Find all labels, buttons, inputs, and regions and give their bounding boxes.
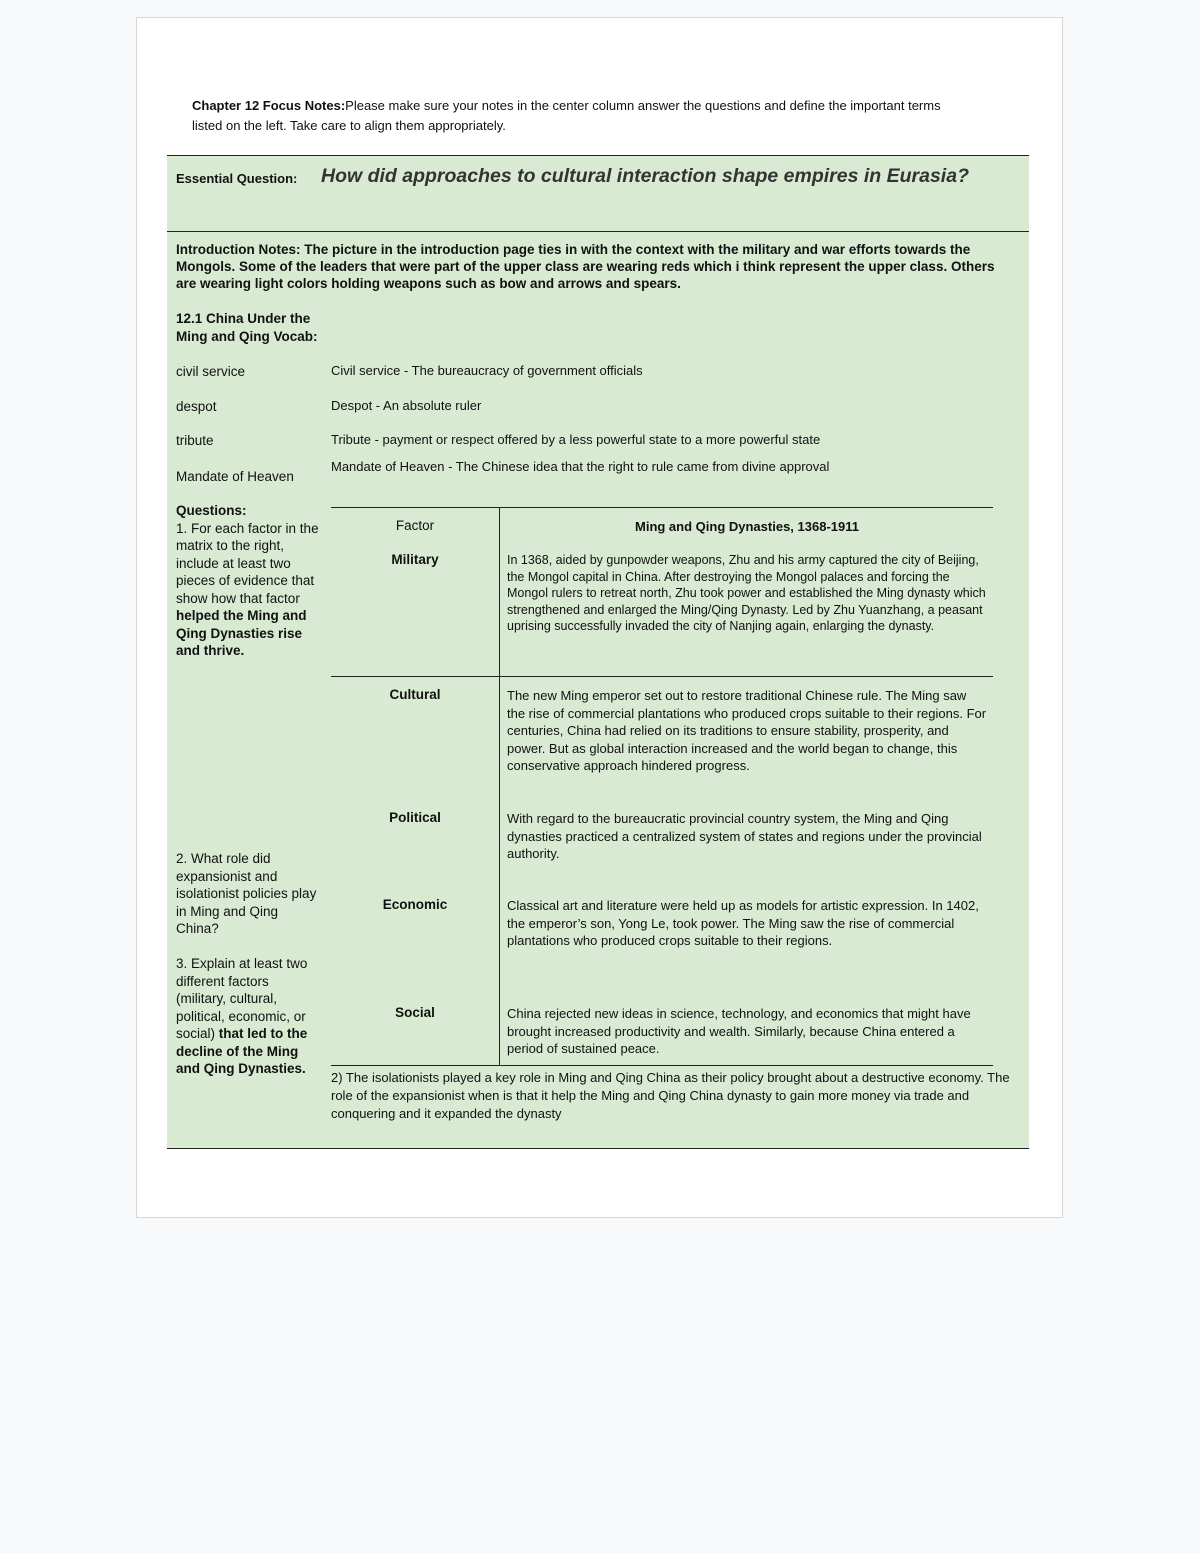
matrix-row-divider [331,676,993,677]
essential-question-text: How did approaches to cultural interaction shape empires in Eurasia? [321,165,969,187]
header-note [192,96,972,136]
matrix-header-title: Ming and Qing Dynasties, 1368-1911 [635,519,859,534]
question-1-emphasis: helped the Ming and Qing Dynasties rise and thrive. [176,608,307,658]
vocab-term: civil service [176,364,246,379]
factor-label: Social [395,1005,435,1020]
vocab-definition: Tribute - payment or respect offered by a less powerful state to a more powerful state [331,432,821,447]
introduction-notes: Introduction Notes: The picture in the introduction page ties in with the context with the military and war efforts towards the Mongols. Some of the leaders that were part of the upper class are wearing reds which i think represent the upper class. Others are wearing light colors holding weapons such as bow and arrows and spears. [176,242,995,291]
question-3-text: 3. Explain at least two different factors (military, cultural, political, economic, or social) [176,956,308,1041]
vocab-definition: Civil service - The bureaucracy of government officials [331,363,643,378]
factor-label: Economic [382,897,448,912]
factor-label: Military [391,552,439,567]
factor-evidence: Classical art and literature were held up as models for artistic expression. In 1402, the emperor’s son, Yong Le, took power. The Ming saw the rise of commercial plantations who produced crops suitable to their regions. [507,898,979,948]
factor-evidence: With regard to the bureaucratic provincial country system, the Ming and Qing dynasties practiced a centralized system of states and regions under the provincial authority. [507,811,982,861]
factor-evidence: In 1368, aided by gunpowder weapons, Zhu and his army captured the city of Beijing, the Mongol capital in China. After destroying the Mongol palaces and forcing the Mongol rulers to retreat north, Zhu took power and established the Ming dynasty which strengthened and enlarged the Ming/Qing Dynasty. Led by Zhu Yuanzhang, a peasant uprising successfully invaded the city of Nanjing again, enlarging the dynasty. [507,553,986,633]
vocab-definition: Despot - An absolute ruler [331,398,482,413]
notes-table [167,231,1029,1149]
matrix-bottom-border [331,1065,993,1066]
factor-label: Cultural [389,687,441,702]
question-1-text: 1. For each factor in the matrix to the right, include at least two pieces of evidence that show how that factor [176,520,319,606]
question-3 [176,955,321,1078]
factor-evidence: China rejected new ideas in science, technology, and economics that might have brought increased productivity and wealth. Similarly, because China entered a period of sustained peace. [507,1006,971,1056]
questions-heading: Questions: [176,503,247,518]
factor-label: Political [389,810,441,825]
matrix-top-border [331,507,993,508]
essential-question-box [167,155,1029,232]
matrix-column-divider [499,507,500,1065]
vocab-term: Mandate of Heaven [176,469,294,484]
matrix-header-factor: Factor [395,518,435,533]
header-instructions: Please make sure your notes in the center column answer the questions and define the important terms listed on the left. Take care to align them appropriately. [192,98,941,133]
essential-question-label: Essential Question: [176,171,298,186]
vocab-definition: Mandate of Heaven - The Chinese idea that the right to rule came from divine approval [331,459,830,474]
section-heading: 12.1 China Under the Ming and Qing Vocab: [176,311,318,344]
header-title: Chapter 12 Focus Notes: [192,98,346,113]
factor-evidence: The new Ming emperor set out to restore traditional Chinese rule. The Ming saw the rise of commercial plantations who produced crops suitable to their regions. For centuries, China had relied on its traditions to ensure stability, prosperity, and power. But as global interaction increased and the world began to change, this conservative approach hindered progress. [507,688,987,773]
question-2-answer: 2) The isolationists played a key role in Ming and Qing China as their policy brought about a destructive economy. The role of the expansionist when is that it help the Ming and Qing China dynasty to gain more money via trade and conquering and it expanded the dynasty [331,1070,1010,1121]
question-3-emphasis: that led to the decline of the Ming and Qing Dynasties. [176,1026,308,1076]
document-page [136,17,1063,1218]
question-1 [176,502,321,660]
vocab-term: tribute [176,433,214,448]
question-2: 2. What role did expansionist and isolationist policies play in Ming and Qing China? [176,851,317,936]
vocab-term: despot [176,399,217,414]
